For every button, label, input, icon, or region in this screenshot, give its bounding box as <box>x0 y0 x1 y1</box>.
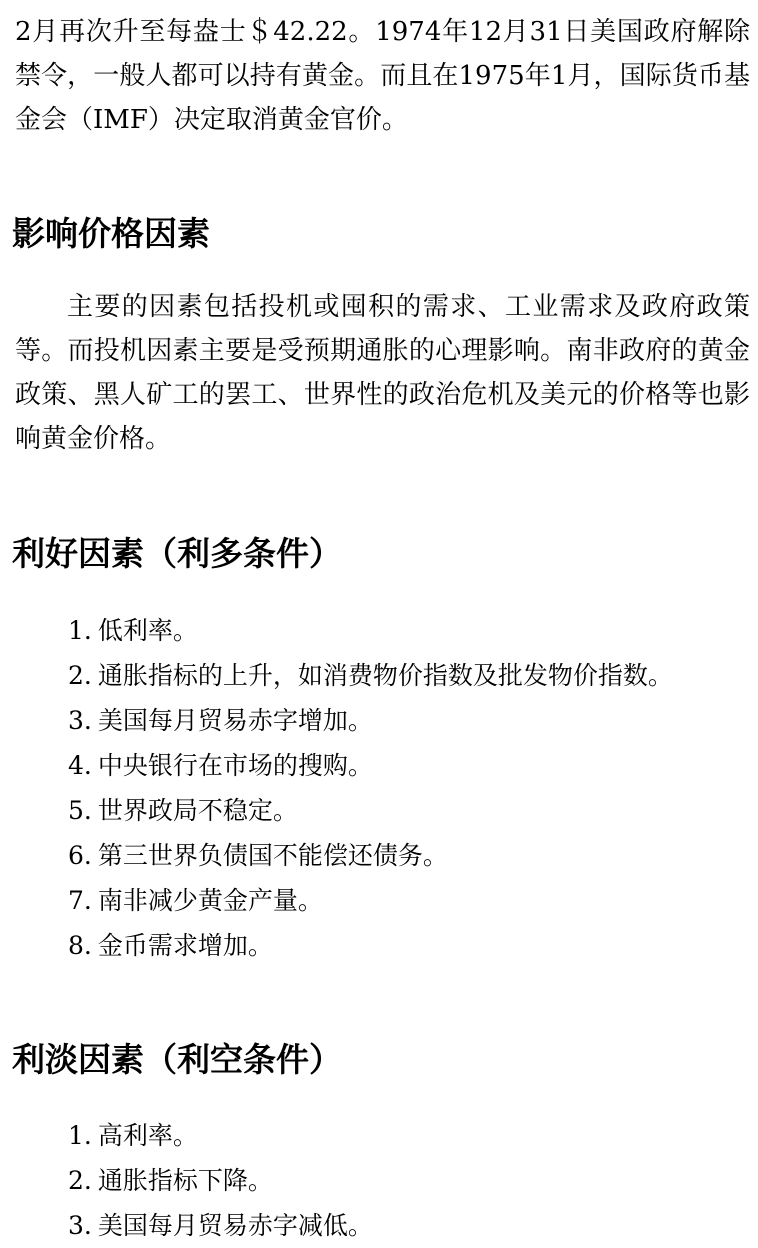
list-item <box>68 923 673 968</box>
list-item-number: 1. <box>68 1121 92 1150</box>
list-item-number: 3. <box>68 706 92 735</box>
bearish-heading: 利淡因素（利空条件） <box>12 1040 342 1079</box>
list-item <box>68 1203 373 1248</box>
list-item-number: 5. <box>68 796 92 825</box>
factors-heading: 影响价格因素 <box>12 214 210 253</box>
list-item-text: 高利率。 <box>97 1121 198 1150</box>
list-item-text: 低利率。 <box>97 616 198 645</box>
bullish-list <box>68 608 673 968</box>
list-item-number: 1. <box>68 616 92 645</box>
list-item-text: 世界政局不稳定。 <box>97 796 298 825</box>
list-item-number: 2. <box>68 1166 92 1195</box>
factors-paragraph: 主要的因素包括投机或囤积的需求、工业需求及政府政策等。而投机因素主要是受预期通胀的心理影响。南非政府的黄金政策、黑人矿工的罢工、世界性的政治危机及美元的价格等也影响黄金价格。 <box>15 292 750 454</box>
list-item <box>68 878 673 923</box>
list-item <box>68 788 673 833</box>
list-item-text: 美国每月贸易赤字减低。 <box>97 1211 373 1240</box>
list-item-number: 6. <box>68 841 92 870</box>
list-item <box>68 698 673 743</box>
bearish-list <box>68 1113 373 1248</box>
intro-paragraph: 2月再次升至每盎士＄42.22。1974年12月31日美国政府解除禁令，一般人都可以持有黄金。而且在1975年1月，国际货币基金会（IMF）决定取消黄金官价。 <box>15 17 750 135</box>
list-item <box>68 653 673 698</box>
list-item-text: 通胀指标下降。 <box>97 1166 273 1195</box>
bullish-heading: 利好因素（利多条件） <box>12 534 342 573</box>
list-item-text: 第三世界负债国不能偿还债务。 <box>97 841 448 870</box>
list-item <box>68 608 673 653</box>
list-item-text: 通胀指标的上升，如消费物价指数及批发物价指数。 <box>97 661 673 690</box>
list-item-number: 8. <box>68 931 92 960</box>
list-item-number: 4. <box>68 751 92 780</box>
list-item-text: 中央银行在市场的搜购。 <box>97 751 373 780</box>
list-item-text: 南非减少黄金产量。 <box>97 886 323 915</box>
list-item <box>68 1113 373 1158</box>
list-item <box>68 833 673 878</box>
list-item-text: 美国每月贸易赤字增加。 <box>97 706 373 735</box>
list-item-text: 金币需求增加。 <box>97 931 273 960</box>
list-item <box>68 1158 373 1203</box>
list-item <box>68 743 673 788</box>
list-item-number: 3. <box>68 1211 92 1240</box>
list-item-number: 7. <box>68 886 92 915</box>
list-item-number: 2. <box>68 661 92 690</box>
